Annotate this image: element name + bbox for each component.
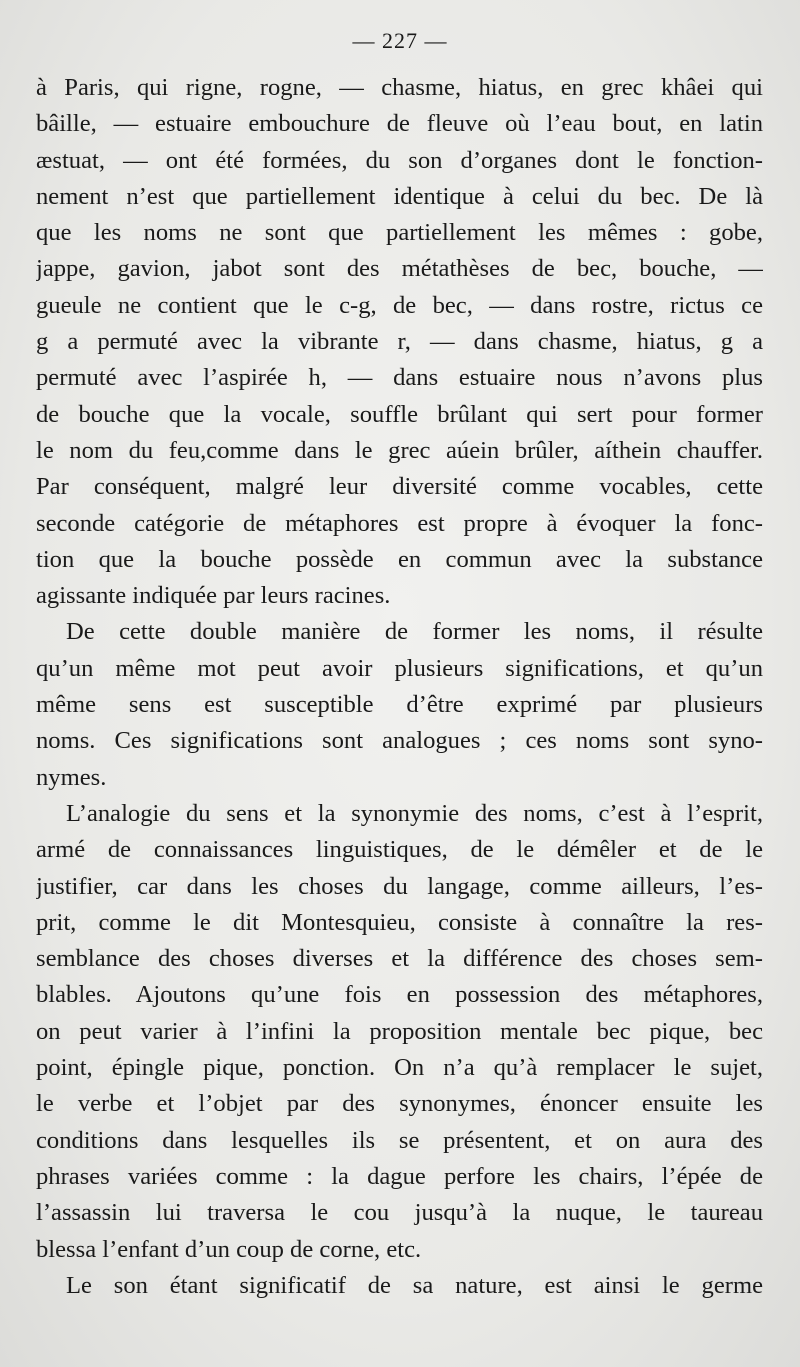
body-text <box>36 70 763 1304</box>
paragraph-start-line: L’analogie du sens et la synonymie des noms, c’est à l’esprit, <box>66 799 763 827</box>
text-line: on peut varier à l’infini la proposition mentale bec pique, bec <box>36 1017 763 1045</box>
text-line: conditions dans lesquelles ils se présentent, et on aura des <box>36 1126 763 1154</box>
text-line: qu’un même mot peut avoir plusieurs significations, et qu’un <box>36 654 763 682</box>
text-line: noms. Ces significations sont analogues ; ces noms sont syno- <box>36 727 763 755</box>
text-line: justifier, car dans les choses du langage, comme ailleurs, l’es- <box>36 872 763 900</box>
text-line: le nom du feu,comme dans le grec aúein brûler, aíthein chauffer. <box>36 436 763 464</box>
text-line: blables. Ajoutons qu’une fois en possession des métaphores, <box>36 981 763 1009</box>
text-line: le verbe et l’objet par des synonymes, énoncer ensuite les <box>36 1090 763 1118</box>
text-line: de bouche que la vocale, souffle brûlant qui sert pour former <box>36 400 763 428</box>
paragraph-start-line: Le son étant significatif de sa nature, est ainsi le germe <box>66 1271 763 1299</box>
text-line: même sens est susceptible d’être exprimé par plusieurs <box>36 691 763 719</box>
text-line: à Paris, qui rigne, rogne, — chasme, hiatus, en grec khâei qui <box>36 74 763 101</box>
text-line: nement n’est que partiellement identique à celui du bec. De là <box>36 182 763 210</box>
paragraph-end-line: nymes. <box>36 763 107 791</box>
text-line: semblance des choses diverses et la différence des choses sem- <box>36 945 763 973</box>
text-line: gueule ne contient que le c-g, de bec, — dans rostre, rictus ce <box>36 291 763 319</box>
page-number: — 227 — <box>352 28 448 53</box>
text-line: que les noms ne sont que partiellement les mêmes : gobe, <box>36 219 763 247</box>
text-line: point, épingle pique, ponction. On n’a qu’à remplacer le sujet, <box>36 1054 763 1082</box>
paragraph-end-line: agissante indiquée par leurs racines. <box>36 582 391 610</box>
text-line: tion que la bouche possède en commun avec la substance <box>36 545 763 573</box>
text-line: seconde catégorie de métaphores est propre à évoquer la fonc- <box>36 509 763 537</box>
text-line: phrases variées comme : la dague perfore les chairs, l’épée de <box>36 1162 763 1190</box>
text-line: Par conséquent, malgré leur diversité comme vocables, cette <box>36 473 763 501</box>
paragraph-end-line: blessa l’enfant d’un coup de corne, etc. <box>36 1235 422 1263</box>
text-line: l’assassin lui traversa le cou jusqu’à la nuque, le taureau <box>36 1199 763 1227</box>
text-line: armé de connaissances linguistiques, de le démêler et de le <box>36 836 763 864</box>
text-line: g a permuté avec la vibrante r, — dans chasme, hiatus, g a <box>36 328 763 356</box>
paragraph-start-line: De cette double manière de former les noms, il résulte <box>66 618 763 646</box>
text-line: prit, comme le dit Montesquieu, consiste à connaître la res- <box>36 908 763 936</box>
text-line: jappe, gavion, jabot sont des métathèses de bec, bouche, — <box>36 255 763 283</box>
text-line: æstuat, — ont été formées, du son d’organes dont le fonction- <box>36 146 763 174</box>
text-line: bâille, — estuaire embouchure de fleuve où l’eau bout, en latin <box>36 110 763 138</box>
text-line: permuté avec l’aspirée h, — dans estuaire nous n’avons plus <box>36 364 763 392</box>
